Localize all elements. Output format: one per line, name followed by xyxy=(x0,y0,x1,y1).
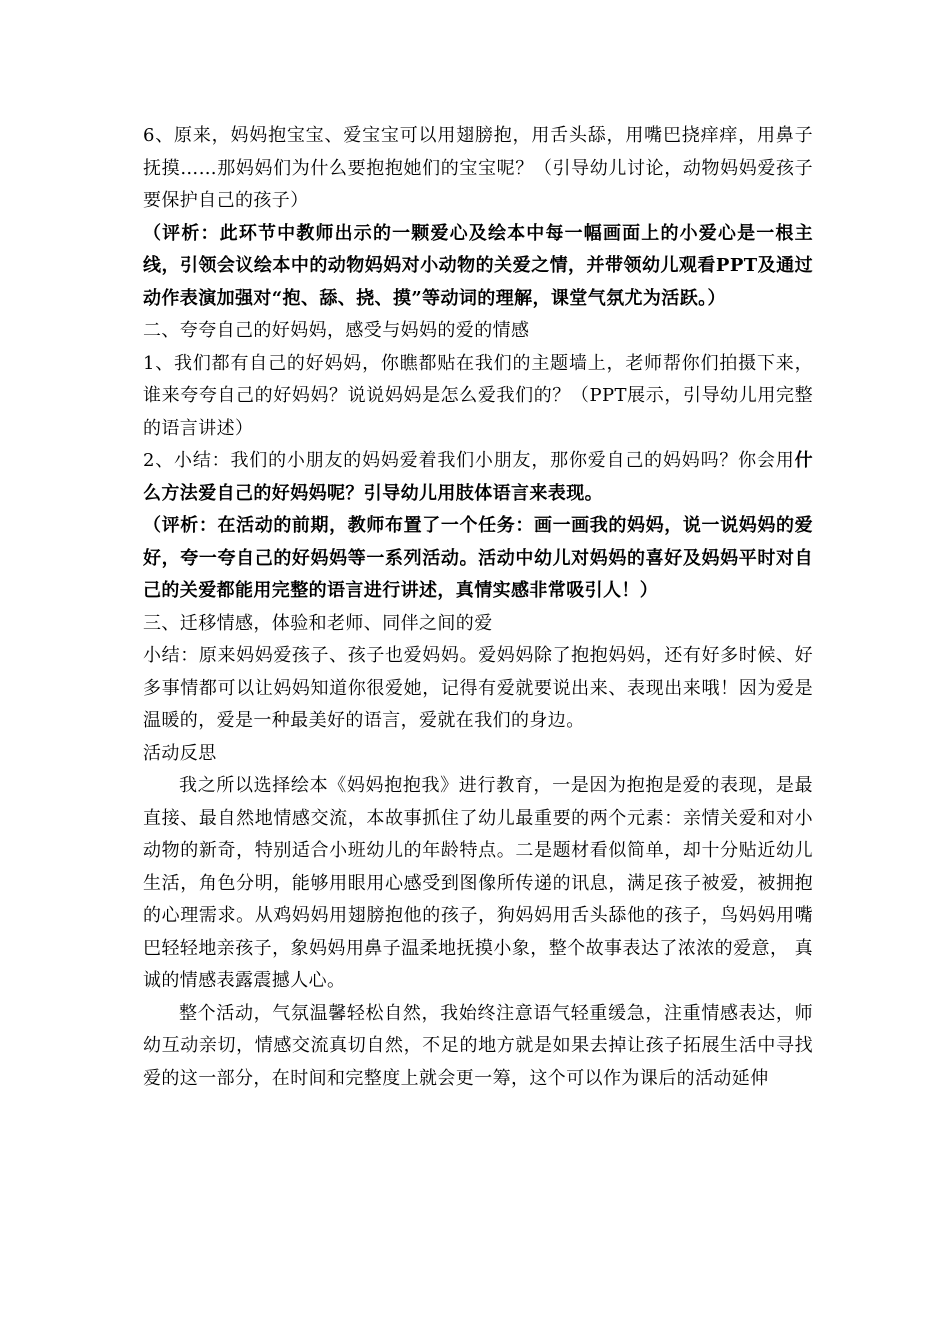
section-heading-2: 二、夸夸自己的好妈妈，感受与妈妈的爱的情感 xyxy=(143,320,530,341)
summary-2-regular-text: 2、小结：我们的小朋友的妈妈爱着我们小朋友，那你爱自己的妈妈吗？你会用 xyxy=(143,450,795,471)
section-heading-3: 三、迁移情感，体验和老师、同伴之间的爱 xyxy=(143,612,493,634)
paragraph-reflection-1: 我之所以选择绘本《妈妈抱抱我》进行教育，一是因为抱抱是爱的表现，是最直接、最自然地情感交流，本故事抓住了幼儿最重要的两个元素：亲情关爱和对小动物的新奇，特别适合小班幼儿的年龄特点。二是题材看似简单，却十分贴近幼儿生活，角色分明，能够用眼用心感受到图像所传递的讯息，满足孩子被爱，被拥抱的心理需求。从鸡妈妈用翅膀抱他的孩子，狗妈妈用舌头舔他的孩子，鸟妈妈用嘴巴轻轻地亲孩子，象妈妈用鼻子温柔地抚摸小象，整个故事表达了浓浓的爱意， 真诚的情感表露震撼人心。 xyxy=(143,775,813,991)
heading-reflection: 活动反思 xyxy=(143,742,217,764)
paragraph-reflection-2: 整个活动，气氛温馨轻松自然，我始终注意语气轻重缓急，注重情感表达，师幼互动亲切，情感交流真切自然，不足的地方就是如果去掉让孩子拓展生活中寻找爱的这一部分，在时间和完整度上就会更一筹，这个可以作为课后的活动延伸 xyxy=(143,1002,813,1089)
paragraph-summary-2 xyxy=(143,445,813,510)
paragraph-step-1: 1、我们都有自己的好妈妈，你瞧都贴在我们的主题墙上，老师帮你们拍摄下来，谁来夸夸自己的好妈妈？说说妈妈是怎么爱我们的？（PPT展示，引导幼儿用完整的语言讲述） xyxy=(143,352,813,439)
summary-2-bold-text: 什么方法爱自己的好妈妈呢？引导幼儿用肢体语言来表现。 xyxy=(143,450,813,504)
paragraph-summary-3: 小结：原来妈妈爱孩子、孩子也爱妈妈。爱妈妈除了抱抱妈妈，还有好多时候、好多事情都可以让妈妈知道你很爱她，记得有爱就要说出来、表现出来哦！因为爱是温暖的，爱是一种最美好的语言，爱就在我们的身边。 xyxy=(143,645,813,731)
paragraph-step-6: 6、原来，妈妈抱宝宝、爱宝宝可以用翅膀抱，用舌头舔，用嘴巴挠痒痒，用鼻子抚摸……那妈妈们为什么要抱抱她们的宝宝呢？（引导幼儿讨论，动物妈妈爱孩子要保护自己的孩子） xyxy=(143,125,813,211)
document-body xyxy=(143,120,813,1095)
paragraph-commentary-2: （评析：在活动的前期，教师布置了一个任务：画一画我的妈妈，说一说妈妈的爱好，夸一夸自己的好妈妈等一系列活动。活动中幼儿对妈妈的喜好及妈妈平时对自己的关爱都能用完整的语言进行讲述，真情实感非常吸引人！） xyxy=(143,515,813,601)
paragraph-commentary-1: （评析：此环节中教师出示的一颗爱心及绘本中每一幅画面上的小爱心是一根主线，引领会议绘本中的动物妈妈对小动物的关爱之情，并带领幼儿观看PPT及通过动作表演加强对“抱、舔、挠、摸”等动词的理解，课堂气氛尤为活跃。） xyxy=(143,222,813,309)
